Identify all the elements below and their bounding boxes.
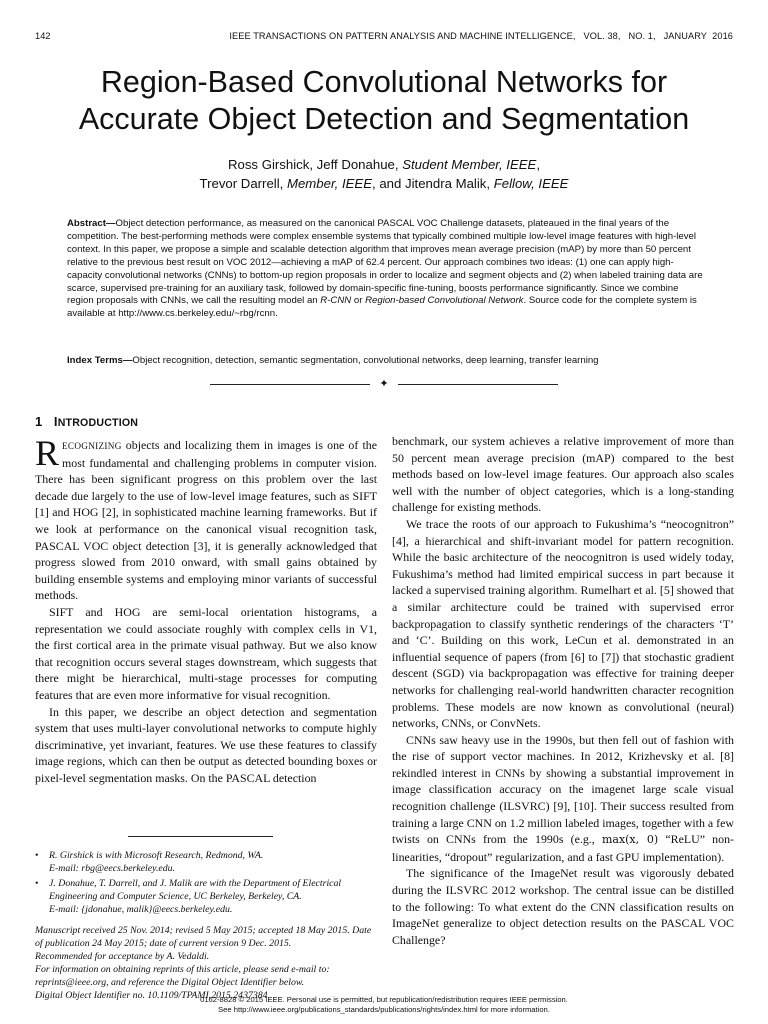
page-number: 142: [35, 31, 51, 41]
separator-rule-left: [210, 384, 370, 385]
abstract-rcnn: R-CNN: [320, 295, 352, 307]
right-column: [392, 433, 734, 948]
left-column: [35, 414, 377, 786]
right-paragraph-3a: CNNs saw heavy use in the 1990s, but then fell out of fashion with the rise of support vector machines. In 2012, Krizhevsky et al. [8] rekindled interest in CNNs by showing a substantial improvement in image classification accuracy on the imagenet large scale visual recognition challenge (ILSVRC) [9], [10]. Their success resulted from training a large CNN on 1.2 million labeled images, together with a few twists on CNNs from the 1990s (e.g.,: [392, 732, 734, 847]
section-title-initial: I: [53, 414, 58, 429]
author-role-3: Fellow, IEEE: [493, 176, 569, 191]
footnotes: [35, 849, 380, 1002]
separator-diamond-icon: ✦: [379, 378, 389, 390]
section-title-rest: NTRODUCTION: [57, 417, 139, 429]
journal-name: IEEE TRANSACTIONS ON PATTERN ANALYSIS AND MACHINE INTELLIGENCE, VOL. 38, NO. 1, JANUARY 2016: [229, 31, 733, 41]
title-line-1: Region-Based Convolutional Networks for: [100, 65, 668, 99]
drop-cap: R: [35, 433, 60, 473]
footnote-affiliation-2: [35, 877, 380, 916]
right-paragraph-1: benchmark, our system achieves a relative improvement of more than 50 percent mean average precision (mAP) compared to the best methods based on low-level image features. Our approach also scales well with the number of object categories, which is a long-standing challenge for existing methods.: [392, 434, 734, 515]
author-role-2: Member, IEEE: [286, 176, 373, 191]
section-number: 1: [35, 414, 43, 429]
right-paragraph-2: We trace the roots of our approach to Fukushima’s “neocognitron” [4], a hierarchical and shift-invariant model for pattern recognition. While the basic architecture of the neocognitron is used widely today, Fukushima’s method had limited empirical success in part because it lacked a supervised training algorithm. Rumelhart et al. [5] showed that a similar architecture could be trained with supervised error backpropagation to classify synthetic renderings of the characters ‘T’ and ‘C’. Building on this work, LeCun et al. demonstrated in an influential sequence of papers (from [6] to [7]) that stochastic gradient descent (SGD) via backpropagation was effective for training deeper networks for challenging real-world handwritten character recognition problems. These models are now known as convolutional (neural) networks, CNNs, or ConvNets.: [392, 516, 734, 731]
right-paragraph-3b: “ReLU” non-linearities, “dropout” regularization, and a fast GPU implementation).: [392, 832, 734, 864]
authors-part-3: , and Jitendra Malik,: [372, 176, 494, 191]
abstract: [67, 218, 707, 321]
abstract-or: or: [351, 295, 366, 307]
authors-part-1: Ross Girshick, Jeff Donahue,: [227, 157, 403, 172]
section-heading: [35, 414, 377, 431]
footnote-2-text: J. Donahue, T. Darrell, and J. Malik are with the Department of Electrical Engineering and Computer Science, UC Berkeley, Berkeley, CA.: [49, 878, 342, 902]
running-header: [35, 31, 733, 45]
footnote-1-line-2: E-mail: rbg@eecs.berkeley.edu.: [49, 863, 175, 874]
copyright-notice: [0, 995, 768, 1015]
section-separator: [210, 377, 558, 391]
copyright-line-2: See http://www.ieee.org/publications_standards/publications/rights/index.html for more information.: [218, 1005, 550, 1014]
manuscript-history: Manuscript received 25 Nov. 2014; revised 5 May 2015; accepted 18 May 2015. Date of publication 24 May 2015; date of current version 9 Dec. 2015.: [35, 925, 372, 949]
index-terms-label: Index Terms: [67, 355, 123, 366]
intro-smallcaps: ECOGNIZING: [62, 441, 122, 451]
index-terms-text: Object recognition, detection, semantic segmentation, convolutional networks, deep learning, transfer learning: [132, 355, 599, 366]
right-paragraph-4: The significance of the ImageNet result was vigorously debated during the ILSVRC 2012 workshop. The central issue can be distilled to the following: To what extent do the CNN classification results on ImageNet generalize to object detection results on the PASCAL VOC Challenge?: [392, 866, 734, 947]
copyright-line-1: 0162-8828 © 2015 IEEE. Personal use is permitted, but republication/redistribution requires IEEE permission.: [200, 995, 568, 1004]
footnote-2-email: E-mail: {jdonahue, malik}@eecs.berkeley.edu.: [49, 904, 233, 915]
doi: Digital Object Identifier no. 10.1109/TPAMI.2015.2437384: [35, 990, 268, 1001]
abstract-text-2: . Source code for the complete system is available at http://www.cs.berkeley.edu/~rbg/rcnn.: [67, 295, 697, 320]
abstract-label: Abstract: [67, 218, 106, 229]
title-line-2: Accurate Object Detection and Segmentation: [78, 102, 690, 136]
intro-text-1: objects and localizing them in images is one of the most fundamental and challenging problems in computer vision. There has been significant progress on this problem over the last decade due largely to the use of low-level image features, such as SIFT [1] and HOG [2], in sophisticated machine learning frameworks. But if we look at performance on the canonical visual recognition task, PASCAL VOC object detection [3], it is generally acknowledged that progress slowed from 2010 onward, with small gains obtained by building ensemble systems and employing minor variants of successful methods.: [35, 438, 377, 603]
author-role-1: Student Member, IEEE: [402, 157, 537, 172]
paper-title: [20, 64, 748, 138]
intro-paragraph-1: [35, 433, 377, 604]
bullet-icon: •: [35, 878, 39, 889]
right-paragraph-3: [392, 732, 734, 866]
intro-paragraph-3: In this paper, we describe an object detection and segmentation system that uses multi-layer convolutional networks to compute highly discriminative, yet invariant, features. We use these features to classify image regions, which can then be output as detected bounding boxes or pixel-level segmentation masks. On the PASCAL detection: [35, 704, 377, 785]
abstract-rbcn: Region-based Convolutional Network: [365, 295, 524, 307]
recommended-by: Recommended for acceptance by A. Vedaldi.: [35, 951, 210, 962]
math-relu: max(x, 0): [601, 833, 659, 847]
bullet-icon: •: [35, 850, 39, 861]
intro-paragraph-2: SIFT and HOG are semi-local orientation histograms, a representation we could associate roughly with complex cells in V1, the first cortical area in the primate visual pathway. But we also know that recognition occurs several stages downstream, which suggests that there might be hierarchical, multi-stage processes for computing features that are even more informative for visual recognition.: [35, 604, 377, 702]
authors-part-1-end: ,: [536, 157, 541, 172]
footnote-rule: [128, 836, 273, 837]
index-terms-dash: —: [122, 355, 133, 366]
separator-rule-right: [398, 384, 558, 385]
abstract-text-1: Object detection performance, as measured on the canonical PASCAL VOC Challenge datasets, plateaued in the final years of the competition. The best-performing methods were complex ensemble systems that typically combined multiple low-level image features with high-level context. In this paper, we propose a simple and scalable detection algorithm that improves mean average precision (mAP) by more than 50 percent relative to the previous best result on VOC 2012—achieving a mAP of 62.4 percent. Our approach combines two ideas: (1) one can apply high-capacity convolutional networks (CNNs) to bottom-up region proposals in order to localize and segment objects and (2) when labeled training data are scarce, supervised pre-training for an auxiliary task, followed by domain-specific fine-tuning, boosts performance significantly. Since we combine region proposals with CNNs, we call the resulting model an: [67, 218, 703, 307]
reprints-info: For information on obtaining reprints of this article, please send e-mail to: reprints@ieee.org, and reference the Digital Object Identifier below.: [35, 964, 330, 988]
authors-part-2: Trevor Darrell,: [199, 176, 287, 191]
footnote-1-line-1: R. Girshick is with Microsoft Research, Redmond, WA.: [49, 850, 264, 861]
author-list: [20, 155, 748, 193]
footnote-affiliation-1: [35, 849, 380, 875]
index-terms: [67, 354, 707, 367]
abstract-dash: —: [105, 218, 116, 229]
